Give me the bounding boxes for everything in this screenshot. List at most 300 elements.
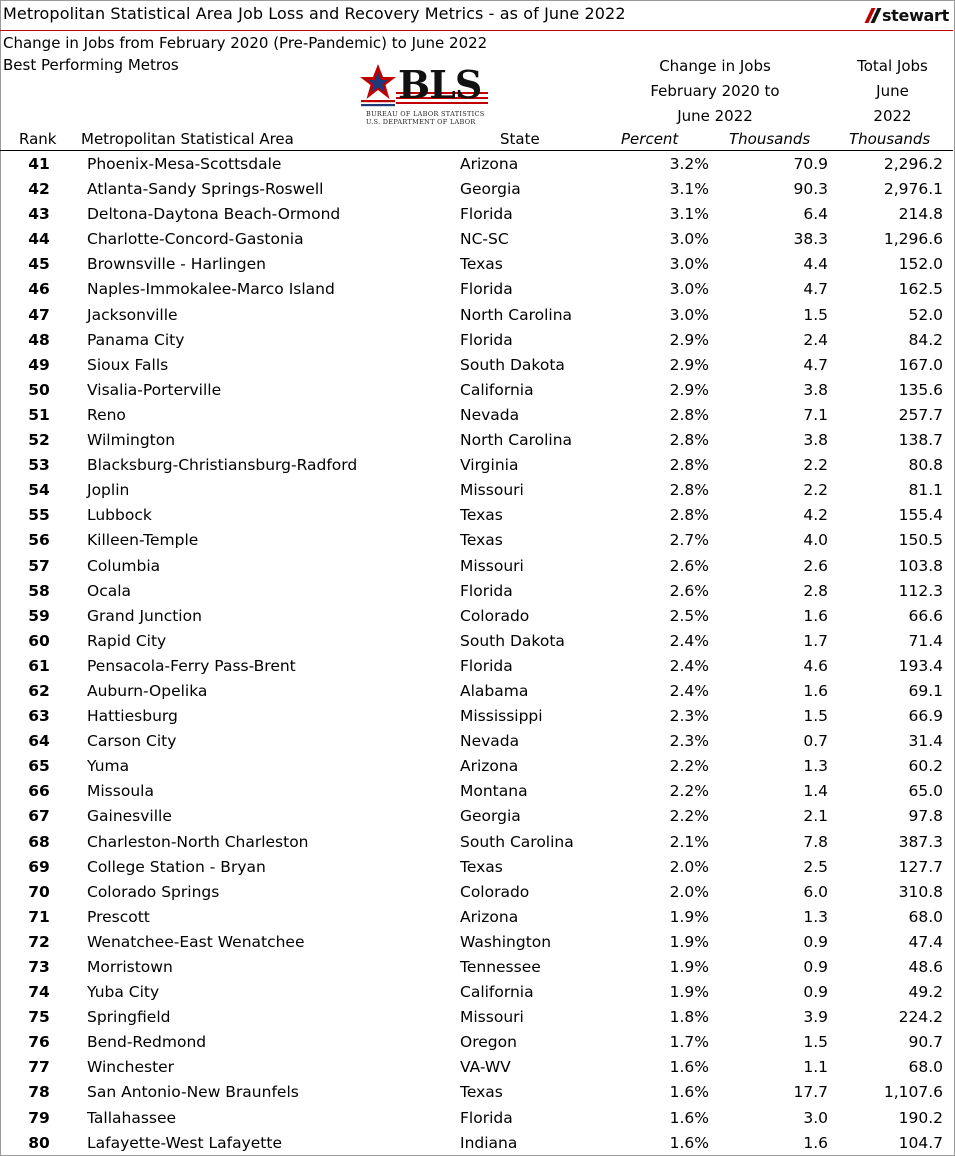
page-title: Metropolitan Statistical Area Job Loss and Recovery Metrics - as of June 2022: [3, 4, 626, 23]
stewart-mark-icon: [868, 8, 880, 23]
percent-cell: 2.8%: [669, 506, 709, 525]
metro-cell: Yuma: [87, 757, 130, 776]
percent-cell: 1.6%: [669, 1133, 709, 1152]
state-cell: Arizona: [460, 155, 519, 173]
table-row: [0, 1080, 953, 1105]
total-jobs-cell: 47.4: [908, 932, 943, 951]
percent-cell: 2.2%: [669, 757, 709, 776]
bls-wordmark: BLS: [398, 62, 482, 107]
percent-cell: 2.6%: [669, 556, 709, 575]
rank-cell: 48: [28, 330, 50, 349]
metro-cell: Jacksonville: [87, 305, 178, 324]
percent-cell: 2.4%: [669, 681, 709, 700]
total-jobs-cell: 152.0: [898, 255, 943, 274]
table-row: [0, 227, 953, 252]
thousands-cell: 1.7: [803, 631, 828, 650]
brand-name: stewart: [881, 6, 949, 25]
metro-cell: Deltona-Daytona Beach-Ormond: [87, 205, 341, 224]
total-jobs-cell: 60.2: [908, 757, 943, 776]
metro-cell: Missoula: [87, 782, 154, 801]
table-row: [0, 804, 953, 829]
state-cell: Alabama: [460, 681, 529, 700]
percent-cell: 2.1%: [669, 832, 709, 851]
percent-cell: 2.4%: [669, 656, 709, 675]
thousands-cell: 4.6: [803, 656, 828, 675]
metro-cell: Ocala: [87, 581, 132, 600]
thousands-cell: 1.3: [803, 757, 828, 776]
percent-cell: 1.8%: [669, 1008, 709, 1027]
metro-cell: Brownsville - Harlingen: [87, 255, 266, 274]
total-jobs-cell: 68.0: [908, 1058, 943, 1077]
percent-cell: 2.9%: [669, 380, 709, 399]
rank-cell: 47: [28, 305, 50, 324]
table-row: [0, 905, 953, 930]
subtitle: Change in Jobs from February 2020 (Pre-Pandemic) to June 2022: [3, 34, 488, 52]
total-jobs-cell: 150.5: [898, 531, 943, 550]
state-cell: Texas: [460, 857, 503, 876]
table-row: [0, 579, 953, 604]
rank-cell: 73: [28, 958, 50, 976]
metro-cell: Winchester: [87, 1058, 175, 1077]
thousands-cell: 4.7: [803, 280, 828, 299]
table-row: [0, 830, 953, 855]
column-headers: [0, 128, 953, 151]
percent-cell: 2.8%: [669, 456, 709, 475]
metro-cell: Killeen-Temple: [87, 531, 199, 550]
total-jobs-cell: 214.8: [898, 205, 943, 224]
state-cell: South Dakota: [460, 355, 565, 374]
rank-cell: 41: [28, 155, 50, 173]
metro-cell: College Station - Bryan: [87, 857, 266, 876]
thousands-cell: 2.2: [803, 456, 828, 475]
percent-cell: 3.0%: [669, 305, 709, 324]
total-jobs-cell: 135.6: [898, 380, 943, 399]
metro-cell: Yuba City: [87, 983, 160, 1002]
total-jobs-cell: 387.3: [898, 832, 943, 851]
state-cell: Arizona: [460, 907, 519, 926]
state-cell: California: [460, 380, 534, 399]
rank-cell: 59: [28, 606, 50, 625]
percent-cell: 2.5%: [669, 606, 709, 625]
rank-cell: 75: [28, 1008, 50, 1027]
thousands-cell: 1.3: [803, 907, 828, 926]
bls-logo: [358, 62, 488, 132]
state-cell: Nevada: [460, 405, 520, 424]
total-jobs-cell: 310.8: [898, 882, 943, 901]
table-row: [0, 654, 953, 679]
table-row: [0, 328, 953, 353]
metro-cell: Rapid City: [87, 631, 167, 650]
percent-cell: 2.4%: [669, 631, 709, 650]
percent-cell: 2.8%: [669, 431, 709, 450]
table-row: [0, 453, 953, 478]
table-row: [0, 880, 953, 905]
table-row: [0, 478, 953, 503]
metro-cell: Panama City: [87, 330, 185, 349]
rank-cell: 79: [28, 1108, 50, 1127]
state-cell: Indiana: [460, 1133, 518, 1152]
percent-cell: 3.0%: [669, 230, 709, 249]
rank-cell: 74: [28, 983, 50, 1002]
thousands-cell: 0.7: [803, 732, 828, 751]
table-row: [0, 152, 953, 177]
total-jobs-cell: 68.0: [908, 907, 943, 926]
rank-cell: 51: [28, 405, 50, 424]
rank-cell: 68: [28, 832, 50, 851]
rank-cell: 67: [28, 807, 50, 826]
total-jobs-cell: 81.1: [908, 481, 943, 500]
percent-cell: 1.7%: [669, 1033, 709, 1052]
total-header-line1: Total Jobs: [857, 57, 928, 75]
percent-cell: 2.3%: [669, 707, 709, 726]
metro-cell: Prescott: [87, 907, 150, 926]
rank-cell: 45: [28, 255, 50, 274]
rank-cell: 58: [28, 581, 50, 600]
total-jobs-cell: 1,296.6: [883, 230, 943, 249]
metro-cell: Naples-Immokalee-Marco Island: [87, 280, 335, 299]
rank-cell: 60: [28, 631, 50, 650]
total-jobs-cell: 49.2: [908, 983, 943, 1002]
total-header-line2: June: [876, 82, 909, 100]
rank-cell: 56: [28, 531, 50, 550]
percent-cell: 1.9%: [669, 932, 709, 951]
state-cell: Virginia: [460, 456, 519, 475]
metro-cell: Hattiesburg: [87, 707, 178, 726]
thousands-cell: 3.9: [803, 1008, 828, 1027]
table-row: [0, 754, 953, 779]
thousands-cell: 1.6: [803, 1133, 828, 1152]
thousands-cell: 4.7: [803, 355, 828, 374]
rank-cell: 66: [28, 782, 50, 801]
total-jobs-cell: 97.8: [908, 807, 943, 826]
col-rank: Rank: [19, 130, 57, 148]
metro-cell: Wenatchee-East Wenatchee: [87, 932, 305, 951]
thousands-cell: 4.2: [803, 506, 828, 525]
total-jobs-cell: 66.6: [908, 606, 943, 625]
rank-cell: 69: [28, 857, 50, 876]
total-jobs-cell: 112.3: [898, 581, 943, 600]
total-jobs-cell: 103.8: [898, 556, 943, 575]
bls-department-name: U.S. DEPARTMENT OF LABOR: [366, 118, 476, 126]
thousands-cell: 3.8: [803, 380, 828, 399]
metro-cell: Charleston-North Charleston: [87, 832, 309, 851]
state-cell: Florida: [460, 280, 513, 299]
change-header-line1: Change in Jobs: [659, 57, 771, 75]
state-cell: Texas: [460, 506, 503, 525]
thousands-cell: 3.8: [803, 431, 828, 450]
thousands-cell: 90.3: [793, 180, 828, 199]
metro-cell: San Antonio-New Braunfels: [87, 1083, 299, 1102]
table-row: [0, 378, 953, 403]
metro-cell: Phoenix-Mesa-Scottsdale: [87, 155, 282, 173]
table-row: [0, 704, 953, 729]
thousands-cell: 6.4: [803, 205, 828, 224]
table-row: [0, 604, 953, 629]
state-cell: Florida: [460, 330, 513, 349]
table-row: [0, 353, 953, 378]
table-row: [0, 503, 953, 528]
table-row: [0, 855, 953, 880]
thousands-cell: 1.4: [803, 782, 828, 801]
metro-cell: Springfield: [87, 1008, 171, 1027]
state-cell: Florida: [460, 205, 513, 224]
table-row: [0, 277, 953, 302]
total-jobs-cell: 31.4: [908, 732, 943, 751]
metro-cell: Wilmington: [87, 431, 176, 450]
total-jobs-cell: 162.5: [898, 280, 943, 299]
thousands-cell: 0.9: [803, 983, 828, 1002]
thousands-cell: 1.6: [803, 681, 828, 700]
rank-cell: 55: [28, 506, 50, 525]
thousands-cell: 7.8: [803, 832, 828, 851]
rank-cell: 57: [28, 556, 50, 575]
state-cell: Missouri: [460, 556, 524, 575]
title-bar: [0, 0, 953, 31]
percent-cell: 2.0%: [669, 857, 709, 876]
table-row: [0, 1055, 953, 1080]
state-cell: North Carolina: [460, 431, 573, 450]
rank-cell: 49: [28, 355, 50, 374]
total-jobs-cell: 2,976.1: [883, 180, 943, 199]
total-group-header: [835, 54, 950, 129]
percent-cell: 1.9%: [669, 983, 709, 1002]
metro-cell: Atlanta-Sandy Springs-Roswell: [87, 180, 324, 199]
thousands-cell: 7.1: [803, 405, 828, 424]
metro-cell: Lubbock: [87, 506, 152, 525]
bls-star-icon: [358, 62, 398, 108]
thousands-cell: 1.5: [803, 707, 828, 726]
rank-cell: 65: [28, 757, 50, 776]
total-jobs-cell: 52.0: [908, 305, 943, 324]
percent-cell: 3.2%: [669, 155, 709, 173]
table-row: [0, 252, 953, 277]
bls-agency-name: BUREAU OF LABOR STATISTICS: [366, 110, 485, 118]
thousands-cell: 17.7: [793, 1083, 828, 1102]
metro-cell: Colorado Springs: [87, 882, 220, 901]
metro-cell: Sioux Falls: [87, 355, 169, 374]
state-cell: South Carolina: [460, 832, 574, 851]
state-cell: Colorado: [460, 882, 530, 901]
state-cell: Washington: [460, 932, 552, 951]
state-cell: Montana: [460, 782, 528, 801]
metro-cell: Lafayette-West Lafayette: [87, 1133, 282, 1152]
rank-cell: 80: [28, 1133, 50, 1152]
percent-cell: 1.9%: [669, 907, 709, 926]
state-cell: South Dakota: [460, 631, 565, 650]
state-cell: Nevada: [460, 732, 520, 751]
table-row: [0, 1030, 953, 1055]
thousands-cell: 1.1: [803, 1058, 828, 1077]
thousands-cell: 2.8: [803, 581, 828, 600]
percent-cell: 2.0%: [669, 882, 709, 901]
thousands-cell: 1.5: [803, 1033, 828, 1052]
metro-cell: Pensacola-Ferry Pass-Brent: [87, 656, 296, 675]
thousands-cell: 1.5: [803, 305, 828, 324]
table-row: [0, 629, 953, 654]
rank-cell: 76: [28, 1033, 50, 1052]
rank-cell: 62: [28, 681, 50, 700]
metro-cell: Bend-Redmond: [87, 1033, 207, 1052]
table-row: [0, 955, 953, 980]
table-row: [0, 428, 953, 453]
rank-cell: 70: [28, 882, 50, 901]
rank-cell: 78: [28, 1083, 50, 1102]
state-cell: Texas: [460, 531, 503, 550]
thousands-cell: 4.0: [803, 531, 828, 550]
col-thousands: Thousands: [729, 130, 811, 148]
table-row: [0, 303, 953, 328]
state-cell: North Carolina: [460, 305, 573, 324]
total-jobs-cell: 66.9: [908, 707, 943, 726]
col-total-thousands: Thousands: [849, 130, 931, 148]
state-cell: California: [460, 983, 534, 1002]
metro-cell: Auburn-Opelika: [87, 681, 208, 700]
percent-cell: 2.8%: [669, 481, 709, 500]
state-cell: Tennessee: [460, 958, 541, 976]
rank-cell: 53: [28, 456, 50, 475]
percent-cell: 1.6%: [669, 1083, 709, 1102]
percent-cell: 3.0%: [669, 255, 709, 274]
total-jobs-cell: 127.7: [898, 857, 943, 876]
state-cell: Mississippi: [460, 707, 543, 726]
percent-cell: 2.2%: [669, 782, 709, 801]
state-cell: Florida: [460, 656, 513, 675]
metro-cell: Blacksburg-Christiansburg-Radford: [87, 456, 358, 475]
percent-cell: 2.7%: [669, 531, 709, 550]
state-cell: Texas: [460, 255, 503, 274]
rank-cell: 72: [28, 932, 50, 951]
percent-cell: 2.9%: [669, 355, 709, 374]
col-metro: Metropolitan Statistical Area: [81, 130, 294, 148]
percent-cell: 2.2%: [669, 807, 709, 826]
total-jobs-cell: 80.8: [908, 456, 943, 475]
state-cell: VA-WV: [460, 1058, 511, 1077]
thousands-cell: 1.6: [803, 606, 828, 625]
state-cell: Georgia: [460, 807, 521, 826]
rank-cell: 50: [28, 380, 50, 399]
table-row: [0, 528, 953, 553]
table-row: [0, 679, 953, 704]
thousands-cell: 0.9: [803, 958, 828, 976]
change-group-header: [630, 54, 800, 129]
table-body: [0, 152, 953, 1156]
thousands-cell: 2.4: [803, 330, 828, 349]
rank-cell: 77: [28, 1058, 50, 1077]
state-cell: Georgia: [460, 180, 521, 199]
rank-cell: 44: [28, 230, 50, 249]
table-row: [0, 980, 953, 1005]
total-jobs-cell: 167.0: [898, 355, 943, 374]
total-jobs-cell: 2,296.2: [883, 155, 943, 173]
percent-cell: 2.8%: [669, 405, 709, 424]
total-jobs-cell: 84.2: [908, 330, 943, 349]
total-jobs-cell: 224.2: [898, 1008, 943, 1027]
table-row: [0, 729, 953, 754]
metro-cell: Tallahassee: [87, 1108, 177, 1127]
change-header-line2: February 2020 to: [650, 82, 780, 100]
thousands-cell: 6.0: [803, 882, 828, 901]
percent-cell: 1.6%: [669, 1058, 709, 1077]
thousands-cell: 2.2: [803, 481, 828, 500]
state-cell: Missouri: [460, 481, 524, 500]
table-row: [0, 1005, 953, 1030]
metro-cell: Gainesville: [87, 807, 172, 826]
metro-cell: Visalia-Porterville: [87, 380, 222, 399]
state-cell: Florida: [460, 581, 513, 600]
thousands-cell: 70.9: [793, 155, 828, 173]
rank-cell: 46: [28, 280, 50, 299]
table-row: [0, 177, 953, 202]
metro-cell: Morristown: [87, 958, 173, 976]
percent-cell: 1.6%: [669, 1108, 709, 1127]
table-row: [0, 1131, 953, 1156]
state-cell: Colorado: [460, 606, 530, 625]
percent-cell: 2.6%: [669, 581, 709, 600]
total-jobs-cell: 1,107.6: [883, 1083, 943, 1102]
state-cell: Florida: [460, 1108, 513, 1127]
thousands-cell: 38.3: [793, 230, 828, 249]
metro-cell: Joplin: [87, 481, 130, 500]
table-row: [0, 930, 953, 955]
percent-cell: 2.9%: [669, 330, 709, 349]
metro-cell: Grand Junction: [87, 606, 202, 625]
state-cell: NC-SC: [460, 230, 509, 249]
total-jobs-cell: 257.7: [898, 405, 943, 424]
total-jobs-cell: 193.4: [898, 656, 943, 675]
rank-cell: 54: [28, 481, 50, 500]
total-jobs-cell: 138.7: [898, 431, 943, 450]
change-header-line3: June 2022: [677, 107, 753, 125]
metro-cell: Reno: [87, 405, 126, 424]
table-row: [0, 779, 953, 804]
brand-logo: [868, 6, 949, 25]
state-cell: Missouri: [460, 1008, 524, 1027]
rank-cell: 71: [28, 907, 50, 926]
table-row: [0, 554, 953, 579]
total-jobs-cell: 69.1: [908, 681, 943, 700]
state-cell: Arizona: [460, 757, 519, 776]
percent-cell: 1.9%: [669, 958, 709, 976]
rank-cell: 63: [28, 707, 50, 726]
total-jobs-cell: 65.0: [908, 782, 943, 801]
total-jobs-cell: 155.4: [898, 506, 943, 525]
total-jobs-cell: 190.2: [898, 1108, 943, 1127]
percent-cell: 3.0%: [669, 280, 709, 299]
rank-cell: 64: [28, 732, 50, 751]
percent-cell: 3.1%: [669, 180, 709, 199]
percent-cell: 2.3%: [669, 732, 709, 751]
total-jobs-cell: 104.7: [898, 1133, 943, 1152]
rank-cell: 52: [28, 431, 50, 450]
total-jobs-cell: 90.7: [908, 1033, 943, 1052]
percent-cell: 3.1%: [669, 205, 709, 224]
rank-cell: 61: [28, 656, 50, 675]
total-header-line3: 2022: [873, 107, 912, 125]
thousands-cell: 2.5: [803, 857, 828, 876]
thousands-cell: 2.1: [803, 807, 828, 826]
total-jobs-cell: 71.4: [908, 631, 943, 650]
thousands-cell: 3.0: [803, 1108, 828, 1127]
metro-cell: Columbia: [87, 556, 161, 575]
metro-cell: Charlotte-Concord-Gastonia: [87, 230, 304, 249]
thousands-cell: 2.6: [803, 556, 828, 575]
table-row: [0, 403, 953, 428]
total-jobs-cell: 48.6: [908, 958, 943, 976]
metro-cell: Carson City: [87, 732, 177, 751]
table-row: [0, 202, 953, 227]
thousands-cell: 0.9: [803, 932, 828, 951]
col-state: State: [500, 130, 540, 148]
